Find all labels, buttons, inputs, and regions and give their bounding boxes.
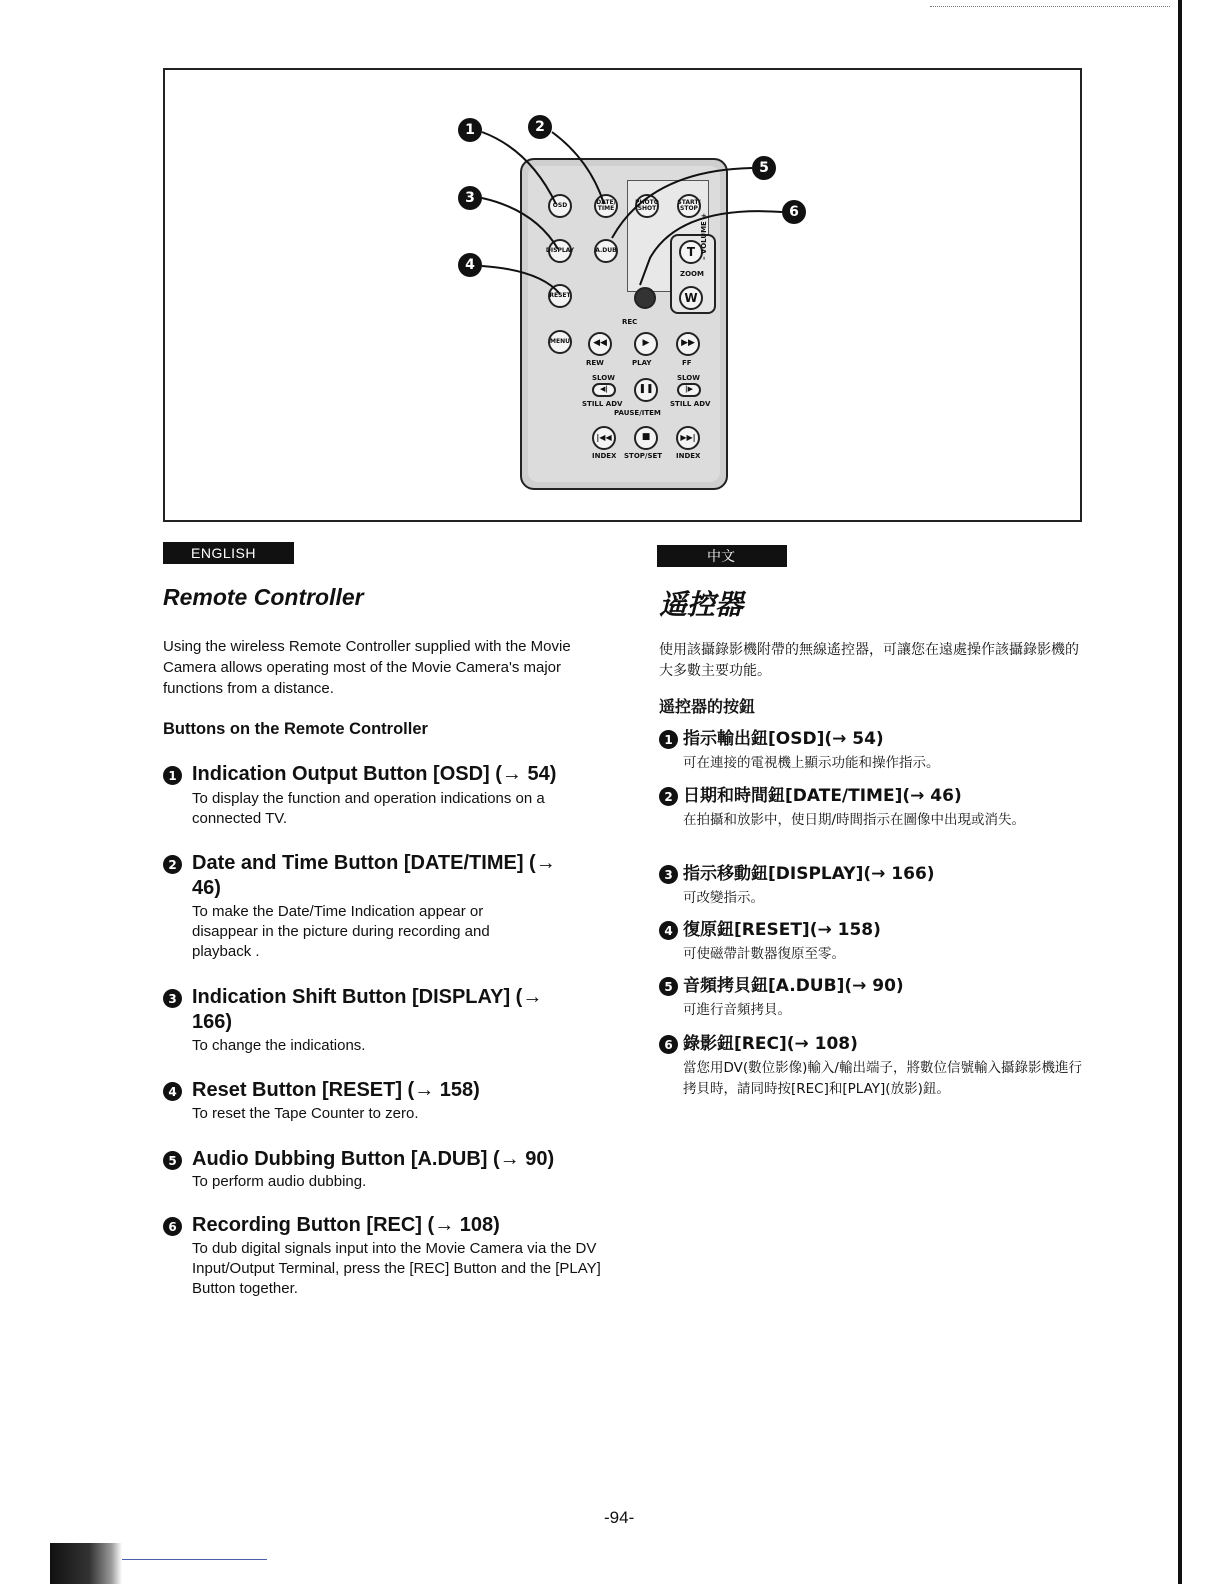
chinese-badge: 中文 — [657, 545, 787, 567]
zoom-label: ZOOM — [680, 270, 704, 278]
item-heading: 復原鈕[RESET](→ 158) — [683, 920, 881, 940]
item-number-badge: 6 — [659, 1035, 678, 1054]
display-button-graphic: DISPLAY — [548, 239, 572, 263]
scan-artifact-line — [122, 1559, 267, 1560]
item-heading: Indication Shift Button [DISPLAY] (→ 166) — [192, 986, 543, 1033]
item-description: 在拍攝和放影中，使日期/時間指示在圖像中出現或消失。 — [683, 812, 1026, 828]
slow-right-label: SLOW — [677, 374, 700, 382]
pause-button-graphic: ❚❚ — [634, 378, 658, 402]
item-heading: 指示輸出鈕[OSD](→ 54) — [683, 729, 884, 749]
scan-artifact — [50, 1543, 122, 1584]
item-heading: 音頻拷貝鈕[A.DUB](→ 90) — [683, 976, 904, 996]
play-label: PLAY — [632, 359, 652, 367]
callout-4: 4 — [458, 253, 482, 277]
play-button-graphic: ▶ — [634, 332, 658, 356]
pause-item-label: PAUSE/ITEM — [614, 409, 661, 417]
still-adv-left-button-graphic: ◀| — [592, 383, 616, 397]
chinese-title: 遥控器 — [659, 588, 744, 621]
item-description: 可在連接的電視機上顯示功能和操作指示。 — [683, 755, 940, 771]
rec-button-graphic — [634, 287, 656, 309]
item-number-badge: 2 — [659, 787, 678, 806]
callout-3: 3 — [458, 186, 482, 210]
item-number-badge: 1 — [659, 730, 678, 749]
item-description: 可使磁帶計數器復原至零。 — [683, 946, 845, 962]
still-adv-right-button-graphic: |▶ — [677, 383, 701, 397]
zoom-wide-button-graphic: W — [679, 286, 703, 310]
item-heading: 錄影鈕[REC](→ 108) — [683, 1034, 858, 1054]
item-number-badge: 5 — [163, 1151, 182, 1170]
callout-6: 6 — [782, 200, 806, 224]
index-right-label: INDEX — [676, 452, 701, 460]
index-left-button-graphic: |◀◀ — [592, 426, 616, 450]
item-number-badge: 3 — [163, 989, 182, 1008]
rec-label: REC — [622, 318, 638, 326]
item-heading: Date and Time Button [DATE/TIME] (→ 46) — [192, 852, 556, 899]
rewind-button-graphic: ◀◀ — [588, 332, 612, 356]
item-number-badge: 4 — [163, 1082, 182, 1101]
chinese-subhead: 遥控器的按鈕 — [659, 697, 756, 716]
stop-button-graphic: ■ — [634, 426, 658, 450]
item-number-badge: 5 — [659, 977, 678, 996]
item-description: 當您用DV(數位影像)輸入/輸出端子，將數位信號輸入攝錄影機進行拷貝時，請同時按[REC]和[PLAY](放影)鈕。 — [683, 1060, 1082, 1097]
stop-set-label: STOP/SET — [624, 452, 663, 460]
item-heading: Audio Dubbing Button [A.DUB] (→ 90) — [192, 1148, 555, 1170]
menu-button-graphic: MENU — [548, 330, 572, 354]
item-number-badge: 2 — [163, 855, 182, 874]
english-badge: ENGLISH — [163, 542, 294, 564]
callout-1: 1 — [458, 118, 482, 142]
start-stop-button-graphic: START/ STOP — [677, 194, 701, 218]
chinese-intro: 使用該攝錄影機附帶的無線遙控器，可讓您在遠處操作該攝錄影機的大多數主要功能。 — [659, 642, 1079, 679]
english-intro: Using the wireless Remote Controller supplied with the Movie Camera allows operating most of the Movie Camera's major functions from a distance. — [163, 638, 571, 697]
right-edge-rule — [1178, 0, 1182, 1584]
item-heading: 日期和時間鈕[DATE/TIME](→ 46) — [683, 786, 962, 806]
item-heading: Recording Button [REC] (→ 108) — [192, 1214, 500, 1236]
top-dotted-rule — [930, 6, 1170, 8]
page-number: -94- — [604, 1508, 635, 1527]
volume-label: – VOLUME + — [700, 212, 708, 260]
item-description: To dub digital signals input into the Movie Camera via the DV Input/Output Terminal, press the [REC] Button and the [PLAY] Button together. — [192, 1240, 601, 1297]
a-dub-button-graphic: A.DUB — [594, 239, 618, 263]
ff-label: FF — [682, 359, 692, 367]
item-description: To change the indications. — [192, 1037, 366, 1054]
item-number-badge: 6 — [163, 1217, 182, 1236]
english-subhead: Buttons on the Remote Controller — [163, 720, 428, 738]
osd-button-graphic: OSD — [548, 194, 572, 218]
item-number-badge: 3 — [659, 865, 678, 884]
item-description: 可進行音頻拷貝。 — [683, 1002, 791, 1018]
index-left-label: INDEX — [592, 452, 617, 460]
photo-shot-button-graphic: PHOTO SHOT — [635, 194, 659, 218]
callout-5: 5 — [752, 156, 776, 180]
english-title: Remote Controller — [163, 584, 364, 610]
reset-button-graphic: RESET — [548, 284, 572, 308]
date-time-button-graphic: DATE/ TIME — [594, 194, 618, 218]
fast-forward-button-graphic: ▶▶ — [676, 332, 700, 356]
item-number-badge: 4 — [659, 921, 678, 940]
remote-controller-illustration — [520, 158, 728, 490]
item-heading: Reset Button [RESET] (→ 158) — [192, 1079, 480, 1101]
index-right-button-graphic: ▶▶| — [676, 426, 700, 450]
item-description: To display the function and operation indications on a connected TV. — [192, 790, 545, 827]
item-description: To perform audio dubbing. — [192, 1173, 367, 1190]
item-number-badge: 1 — [163, 766, 182, 785]
slow-left-label: SLOW — [592, 374, 615, 382]
item-description: 可改變指示。 — [683, 890, 764, 906]
zoom-tele-button-graphic: T — [679, 240, 703, 264]
still-adv-left-label: STILL ADV — [582, 400, 623, 408]
item-heading: Indication Output Button [OSD] (→ 54) — [192, 763, 557, 785]
still-adv-right-label: STILL ADV — [670, 400, 711, 408]
rew-label: REW — [586, 359, 604, 367]
item-description: To make the Date/Time Indication appear or disappear in the picture during recording and playback . — [192, 903, 490, 960]
item-heading: 指示移動鈕[DISPLAY](→ 166) — [683, 864, 935, 884]
item-description: To reset the Tape Counter to zero. — [192, 1105, 419, 1122]
callout-2: 2 — [528, 115, 552, 139]
